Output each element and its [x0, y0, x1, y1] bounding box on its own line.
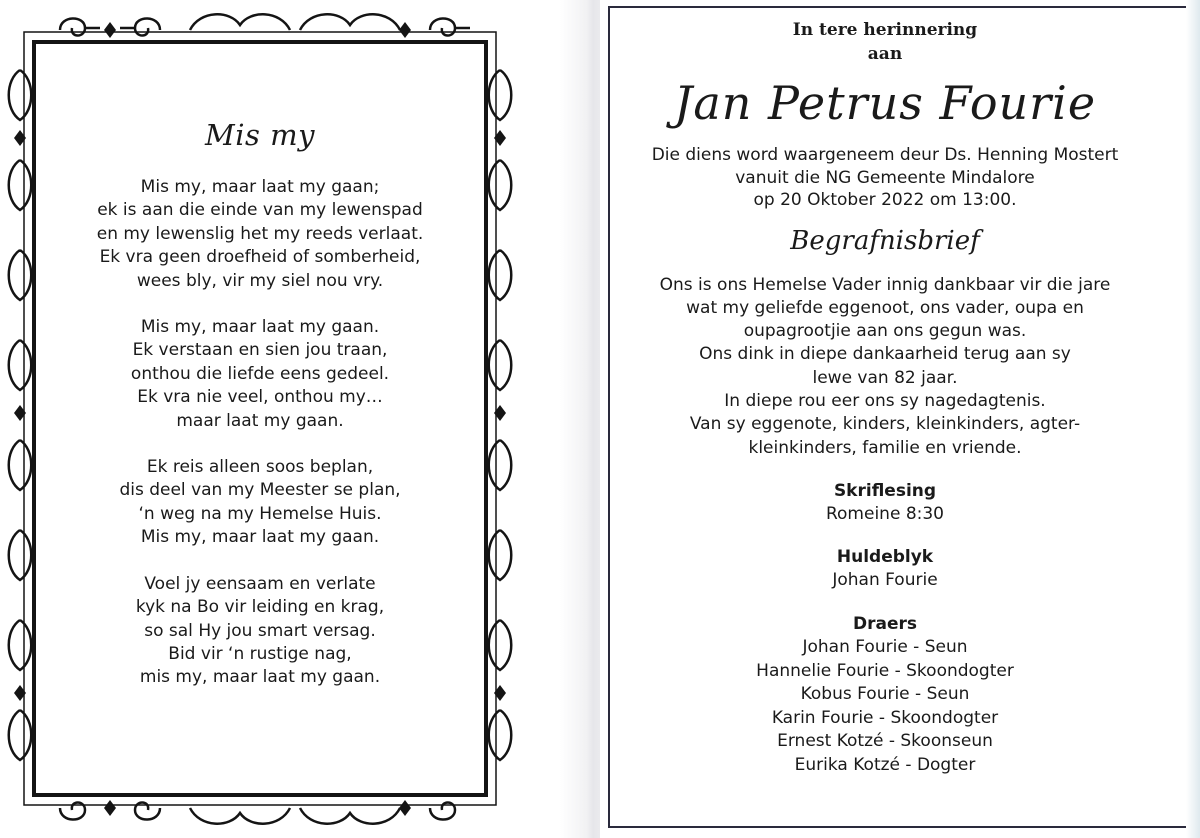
- poem-stanza: [0, 456, 520, 550]
- poem-line: wees bly, vir my siel nou vry.: [136, 270, 384, 291]
- service-line: op 20 Oktober 2022 om 13:00.: [753, 190, 1017, 210]
- poem-line: dis deel van my Meester se plan,: [119, 480, 401, 501]
- letter-line: Van sy eggenote, kinders, kleinkinders, agter-: [689, 414, 1081, 435]
- tribute-text: Johan Fourie: [832, 570, 938, 591]
- poem-line: so sal Hy jou smart versag.: [144, 620, 376, 641]
- letter-line: kleinkinders, familie en vriende.: [748, 437, 1022, 458]
- poem-line: Ek verstaan en sien jou traan,: [132, 340, 388, 361]
- letter-line: wat my geliefde eggenoot, ons vader, oupa en: [686, 297, 1084, 318]
- tribute-heading: Huldeblyk: [836, 547, 934, 568]
- memory-heading: In tere herinnering: [792, 20, 978, 40]
- funeral-letter: [610, 274, 1160, 460]
- letter-line: Ons dink in diepe dankaarheid terug aan sy: [699, 344, 1071, 365]
- tribute-section: [610, 546, 1160, 593]
- poem-line: Ek vra geen droefheid of somberheid,: [99, 247, 421, 268]
- letter-line: In diepe rou eer ons sy nagedagtenis.: [724, 390, 1046, 411]
- letter-line: lewe van 82 jaar.: [812, 367, 958, 388]
- letter-title: Begrafnisbrief: [790, 225, 980, 256]
- pallbearer-item: Hannelie Fourie - Skoondogter: [756, 660, 1014, 681]
- pallbearer-item: Kobus Fourie - Seun: [800, 684, 970, 705]
- poem-line: onthou die liefde eens gedeel.: [130, 363, 390, 384]
- scripture-section: [610, 480, 1160, 527]
- poem-stanza: [0, 176, 520, 293]
- poem-stanza: [0, 573, 520, 690]
- poem-line: kyk na Bo vir leiding en krag,: [135, 597, 385, 618]
- poem-line: mis my, maar laat my gaan.: [139, 667, 381, 688]
- poem-line: Bid vir ‘n rustige nag,: [168, 643, 352, 664]
- left-page: [0, 0, 598, 838]
- memorial-content: [610, 18, 1160, 778]
- poem-body: [0, 176, 520, 713]
- memory-heading-sub: aan: [867, 44, 903, 64]
- poem-line: ‘n weg na my Hemelse Huis.: [138, 503, 382, 524]
- poem-line: Ek vra nie veel, onthou my…: [137, 387, 383, 408]
- poem-line: Ek reis alleen soos beplan,: [146, 457, 374, 478]
- service-details: [610, 144, 1160, 212]
- letter-line: Ons is ons Hemelse Vader innig dankbaar vir die jare: [659, 274, 1111, 295]
- pallbearers-section: [610, 613, 1160, 778]
- poem-line: Voel jy eensaam en verlate: [144, 573, 376, 594]
- page-edge: [1186, 0, 1200, 838]
- pallbearers-heading: Draers: [853, 614, 917, 635]
- poem-stanza: [0, 316, 520, 433]
- poem-line: en my lewenslig het my reeds verlaat.: [96, 223, 424, 244]
- scripture-text: Romeine 8:30: [825, 503, 944, 524]
- pallbearer-item: Eurika Kotzé - Dogter: [794, 755, 976, 776]
- letter-line: oupagrootjie aan ons gegun was.: [743, 321, 1027, 342]
- poem-line: Mis my, maar laat my gaan.: [140, 527, 380, 548]
- pallbearer-item: Ernest Kotzé - Skoonseun: [777, 731, 993, 752]
- poem-line: Mis my, maar laat my gaan;: [140, 177, 380, 197]
- deceased-name: Jan Petrus Fourie: [673, 76, 1097, 130]
- poem-line: ek is aan die einde van my lewenspad: [97, 200, 423, 221]
- poem-title: Mis my: [205, 118, 315, 152]
- pallbearer-item: Johan Fourie - Seun: [802, 637, 968, 658]
- poem-line: maar laat my gaan.: [176, 410, 344, 431]
- pallbearer-item: Karin Fourie - Skoondogter: [771, 707, 999, 728]
- service-line: Die diens word waargeneem deur Ds. Henning Mostert: [651, 145, 1119, 165]
- scripture-heading: Skriflesing: [833, 480, 937, 501]
- service-line: vanuit die NG Gemeente Mindalore: [735, 167, 1035, 188]
- poem-line: Mis my, maar laat my gaan.: [140, 317, 380, 338]
